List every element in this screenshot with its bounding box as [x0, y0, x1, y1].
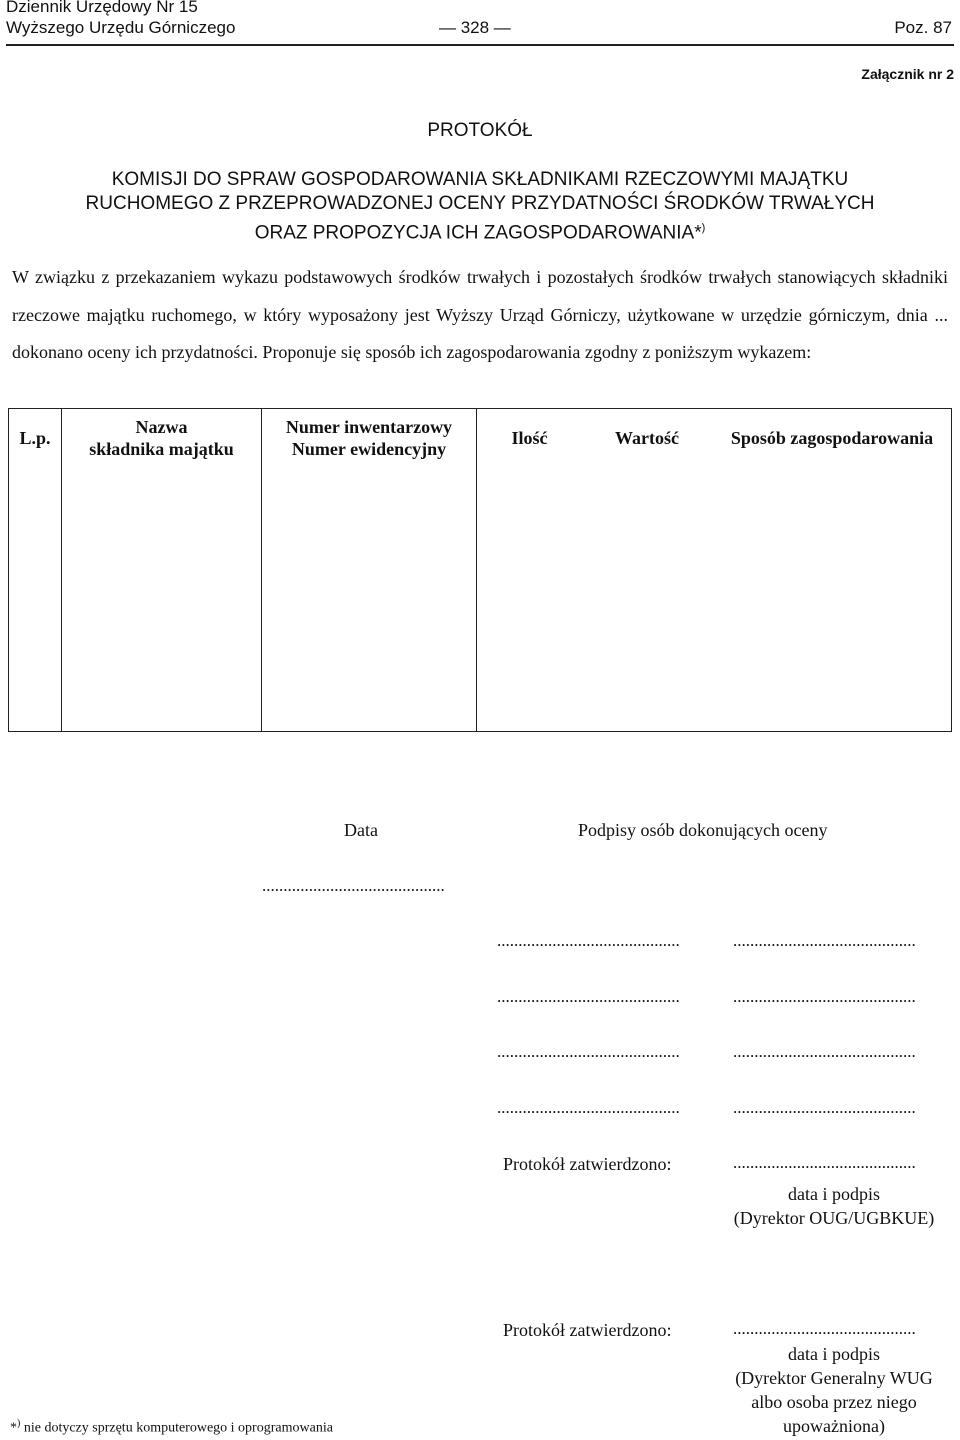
- header-quantity: Ilość: [511, 428, 548, 448]
- approval-signature-field: ...........................................: [733, 1319, 916, 1338]
- signature-field: ...........................................: [733, 987, 916, 1006]
- signature-field: ...........................................: [497, 1042, 680, 1061]
- signature-field: ...........................................: [733, 1098, 916, 1117]
- assets-table: [8, 408, 952, 732]
- header-divider: [6, 44, 954, 46]
- director-wug-line-1: (Dyrektor Generalny WUG: [735, 1368, 933, 1388]
- page-number: — 328 —: [439, 18, 511, 37]
- date-sign-label: data i podpis: [788, 1184, 880, 1204]
- director-oug-label: (Dyrektor OUG/UGBKUE): [733, 1208, 935, 1228]
- director-wug-line-2: albo osoba przez niego: [751, 1392, 917, 1412]
- header-disposal-method: Sposób zagospodarowania: [730, 428, 934, 448]
- header-value: Wartość: [615, 428, 679, 448]
- document-subtitle: [0, 168, 960, 245]
- approval-label: Protokół zatwierdzono:: [503, 1154, 672, 1174]
- signature-field: ...........................................: [497, 1098, 680, 1117]
- signature-field: ...........................................: [733, 931, 916, 950]
- subtitle-line-3: ORAZ PROPOZYCJA ICH ZAGOSPODAROWANIA*): [254, 222, 706, 244]
- subtitle-line-1: KOMISJI DO SPRAW GOSPODAROWANIA SKŁADNIKAMI RZECZOWYMI MAJĄTKU: [111, 169, 849, 190]
- signers-label: Podpisy osób dokonujących oceny: [578, 820, 828, 840]
- attachment-label: Załącznik nr 2: [861, 66, 954, 82]
- signature-field: ...........................................: [497, 931, 680, 950]
- journal-name: Dziennik Urzędowy Nr 15: [6, 0, 198, 16]
- date-field: ...........................................: [262, 876, 445, 895]
- director-wug-line-3: upoważniona): [783, 1416, 885, 1436]
- signature-field: ...........................................: [733, 1042, 916, 1061]
- header-lp: L.p.: [19, 428, 51, 448]
- signature-field: ...........................................: [497, 987, 680, 1006]
- header-name: Nazwa składnika majątku: [89, 417, 234, 459]
- approval-label: Protokół zatwierdzono:: [503, 1320, 672, 1340]
- date-sign-label: data i podpis: [788, 1344, 880, 1364]
- journal-issuer: Wyższego Urzędu Górniczego: [6, 18, 236, 37]
- position-number: Poz. 87: [894, 18, 952, 37]
- date-label: Data: [344, 820, 378, 840]
- document-title: PROTOKÓŁ: [427, 120, 533, 141]
- footnote: *) nie dotyczy sprzętu komputerowego i oprogramowania: [10, 1418, 333, 1436]
- header-inventory-number: Numer inwentarzowy Numer ewidencyjny: [285, 417, 453, 459]
- footnote-mark: ): [701, 222, 706, 234]
- intro-paragraph: W związku z przekazaniem wykazu podstawowych środków trwałych i pozostałych środków trwałych stanowiących składniki rzeczowe majątku ruchomego, w który wyposażony jest Wyższy Urząd Górniczy, użytkowane w urzędzie górniczym, dnia ... dokonano oceny ich przydatności. Proponuje się sposób ich zagospodarowania zgodny z poniższym wykazem:: [12, 267, 948, 362]
- subtitle-line-2: RUCHOMEGO Z PRZEPROWADZONEJ OCENY PRZYDATNOŚCI ŚRODKÓW TRWAŁYCH: [85, 193, 875, 214]
- approval-signature-field: ...........................................: [733, 1153, 916, 1172]
